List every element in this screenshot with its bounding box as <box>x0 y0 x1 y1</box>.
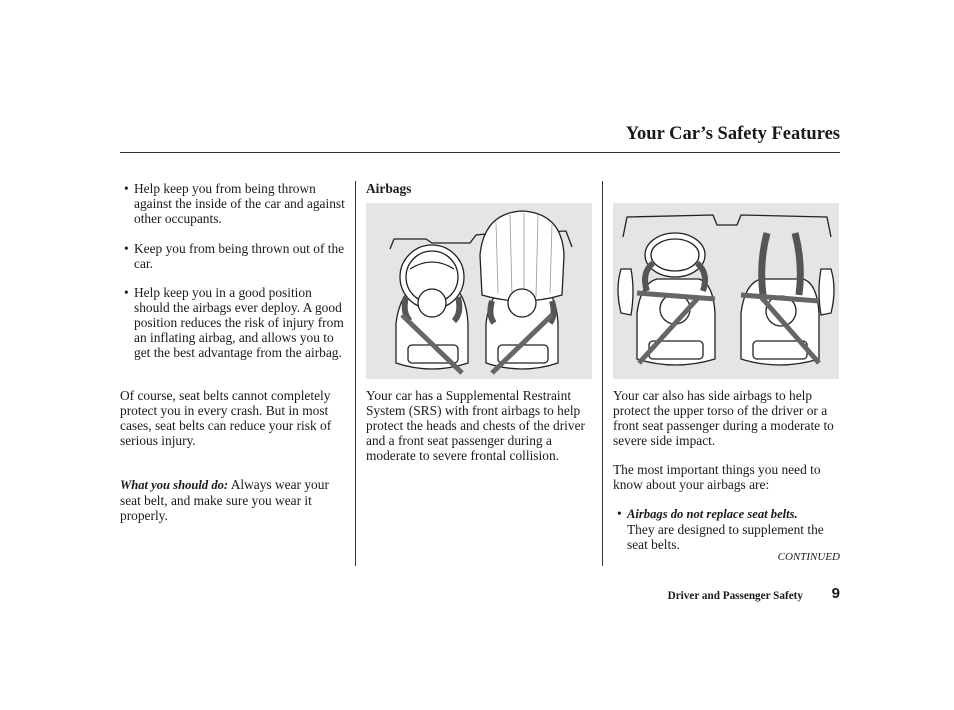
side-airbags-paragraph: Your car also has side airbags to help protect the upper torso of the driver or a front seat passenger during a moderate to severe side impact. <box>613 388 834 448</box>
column-divider-1 <box>355 181 356 566</box>
continued-label: CONTINUED <box>777 551 840 563</box>
bullet-dot: • <box>124 285 129 300</box>
list-item-text: Help keep you from being thrown against the inside of the car and against other occupants. <box>134 181 345 226</box>
footer-section-title: Driver and Passenger Safety <box>667 590 803 602</box>
advice-text: Always wear your seat belt, and make sure you wear it properly. <box>120 477 329 523</box>
advice-label: What you should do: <box>120 478 229 492</box>
bullet-dot: • <box>617 506 622 521</box>
column-divider-2 <box>602 181 603 566</box>
page-title: Your Car’s Safety Features <box>625 124 840 144</box>
header-rule <box>120 152 840 153</box>
bullet-dot: • <box>124 241 129 256</box>
list-item-text: Keep you from being thrown out of the car. <box>134 241 345 271</box>
advice-paragraph <box>120 477 335 523</box>
side-airbags-drawing <box>613 203 839 379</box>
airbag-facts-intro: The most important things you need to know about your airbags are: <box>613 462 821 492</box>
bullet-dot: • <box>124 181 129 196</box>
list-item-text: Help keep you in a good position should the airbags ever deploy. A good position reduces the risk of injury from an inflating airbag, and allows you to get the best advantage from the airbag. <box>134 285 344 360</box>
srs-paragraph: Your car has a Supplemental Restraint System (SRS) with front airbags to help protect the heads and chests of the driver and a front seat passenger during a moderate to severe frontal collision. <box>366 388 586 463</box>
airbag-warning: Airbags do not replace seat belts. <box>627 507 798 521</box>
front-airbags-illustration <box>366 203 592 379</box>
section-heading: Airbags <box>366 181 412 196</box>
list-item-content <box>627 506 841 552</box>
seatbelt-limits-paragraph: Of course, seat belts cannot completely protect you in every crash. But in most cases, seat belts can reduce your risk of serious injury. <box>120 388 332 448</box>
side-airbags-illustration <box>613 203 839 379</box>
front-airbags-drawing <box>366 203 592 379</box>
page-number: 9 <box>831 585 840 602</box>
airbag-warning-detail: They are designed to supplement the seat belts. <box>627 522 824 552</box>
